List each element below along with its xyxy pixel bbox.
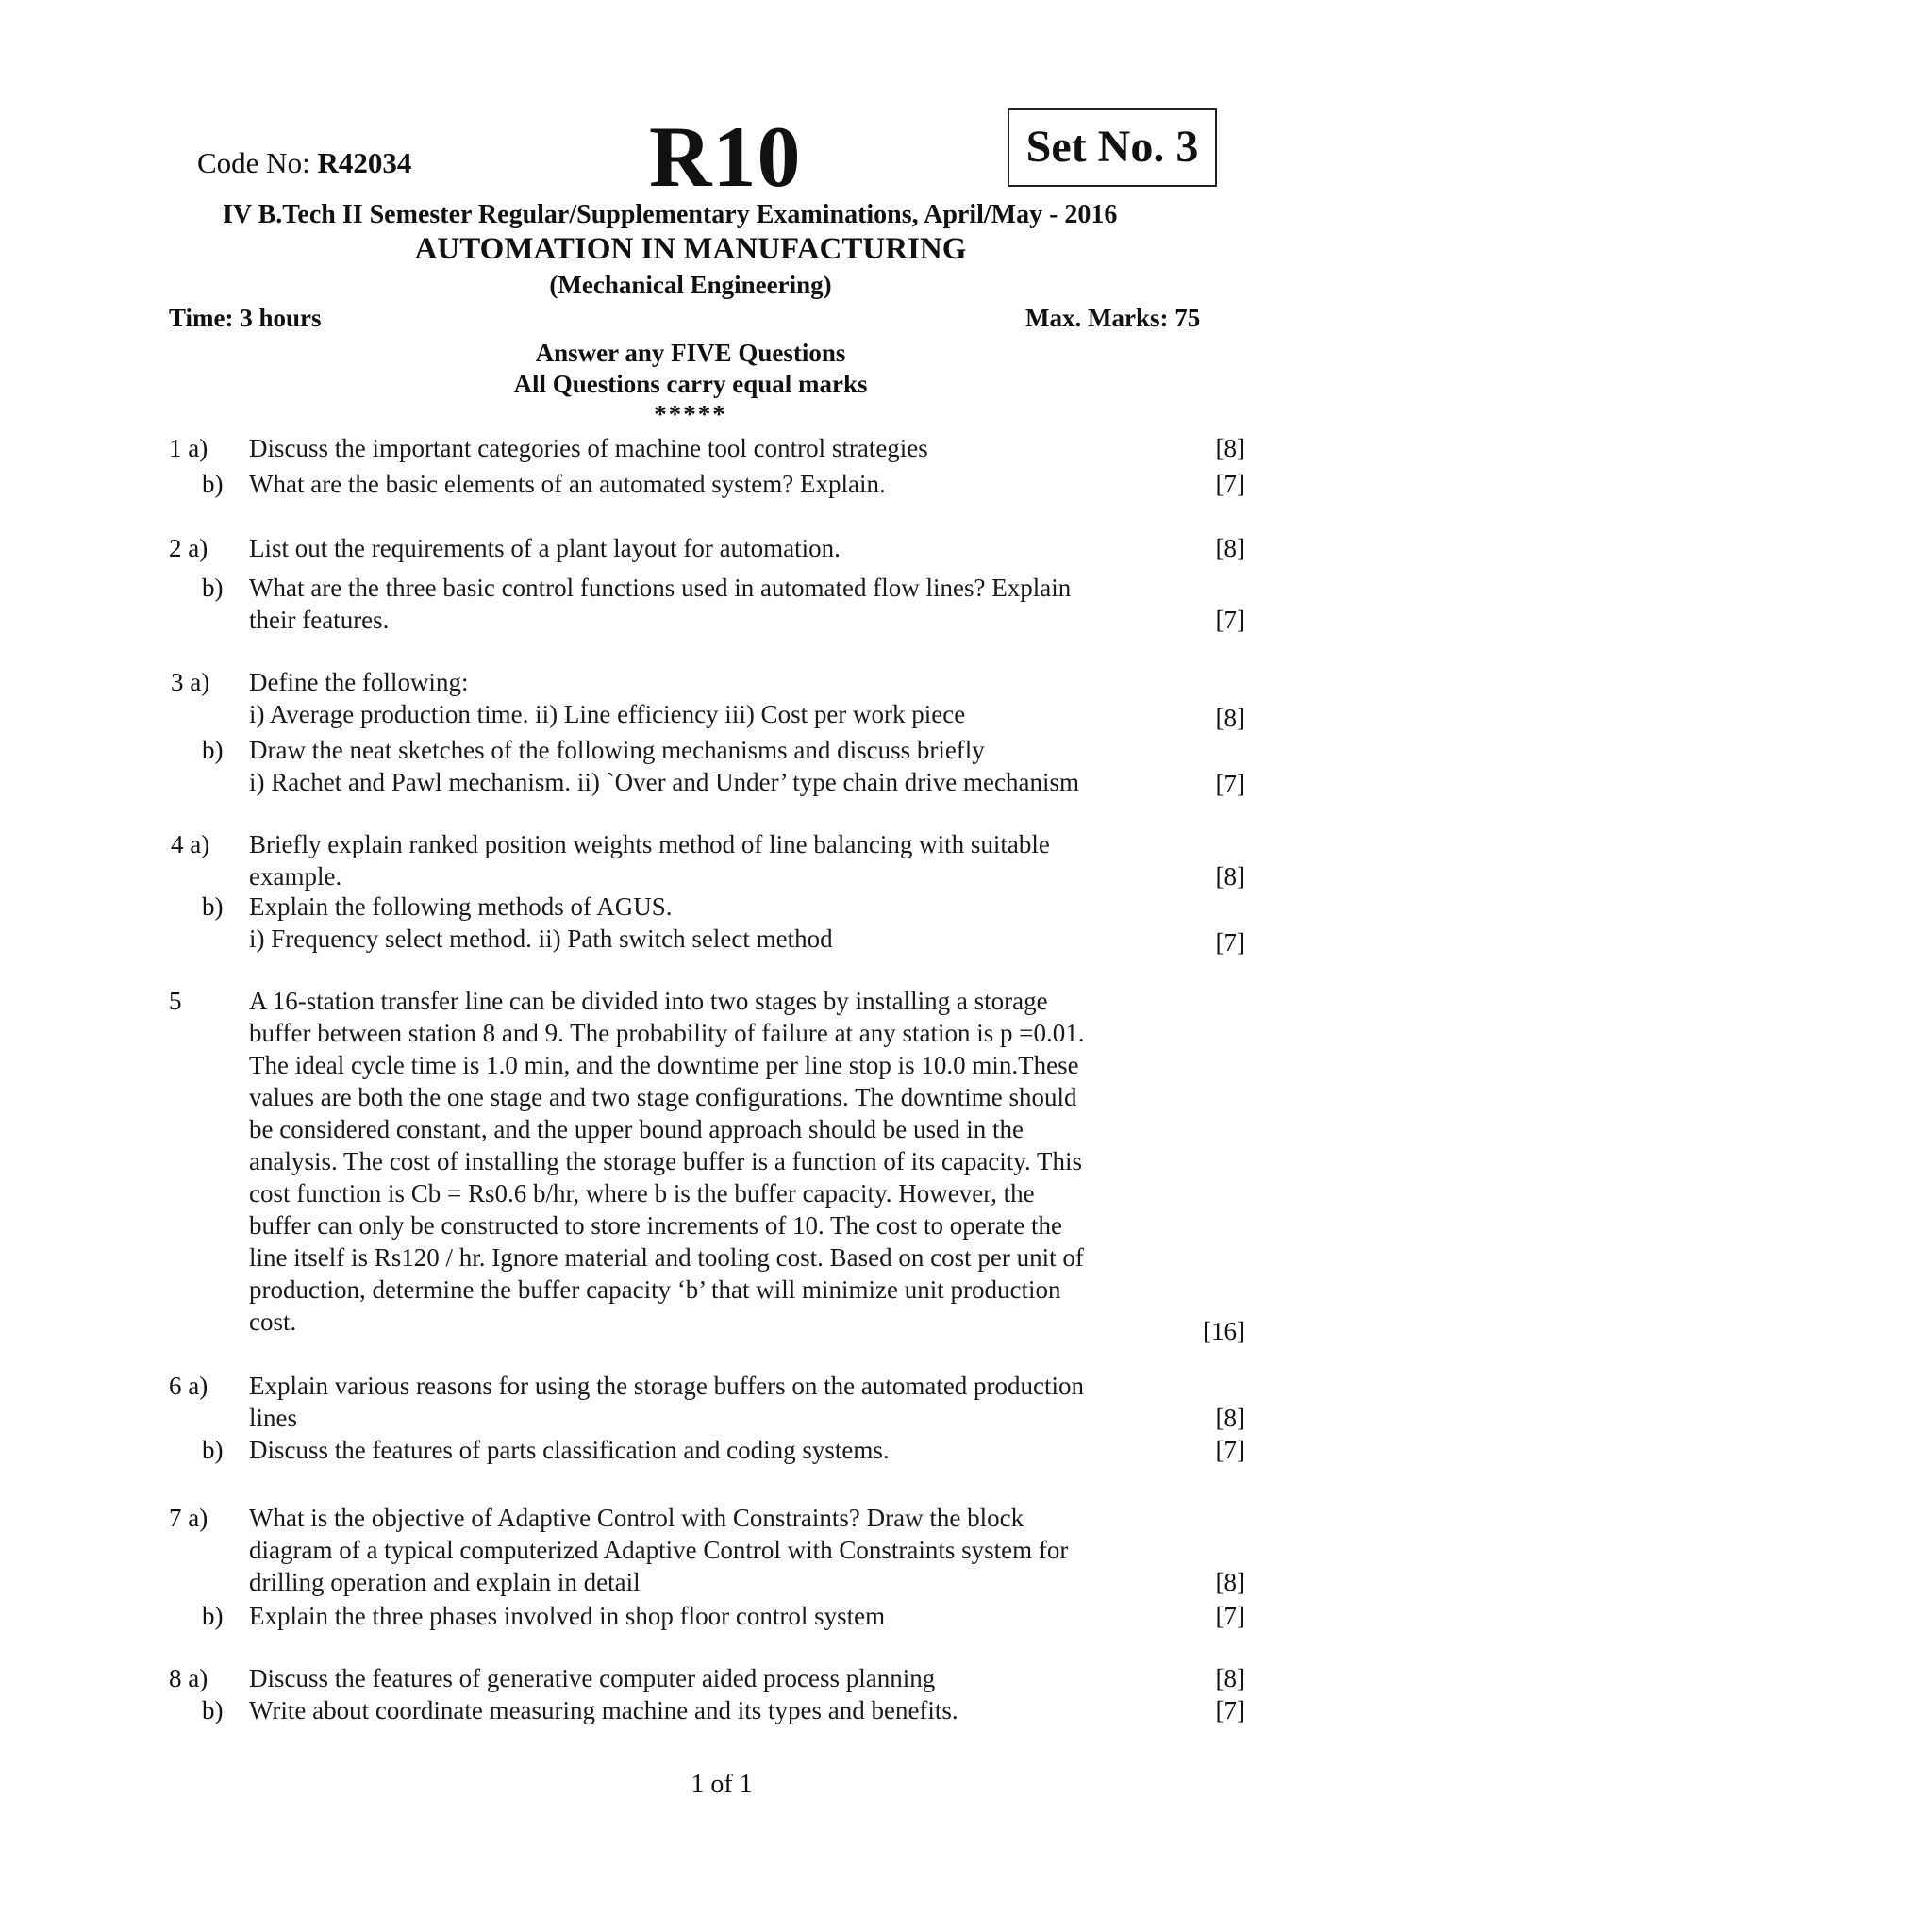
question-number: b): [202, 1696, 224, 1724]
question-number: b): [202, 1602, 224, 1630]
code-number: [197, 146, 411, 180]
question-marks: [8]: [1215, 704, 1245, 732]
question-number: b): [202, 736, 224, 764]
instruction-answer-five: Answer any FIVE Questions: [535, 339, 846, 367]
regulation-title: R10: [649, 108, 802, 205]
code-label: Code No:: [197, 146, 318, 179]
question-marks: [7]: [1215, 928, 1245, 957]
exam-title: IV B.Tech II Semester Regular/Supplementary Examinations, April/May - 2016: [223, 200, 1118, 229]
max-marks: Max. Marks: 75: [1025, 304, 1201, 332]
question-text: Explain the following methods of AGUS. i) Frequency select method. ii) Path switch select method: [249, 892, 833, 953]
question-number: 5: [169, 987, 182, 1015]
question-number: b): [202, 892, 224, 921]
code-value: R42034: [317, 146, 412, 179]
exam-time: Time: 3 hours: [169, 304, 322, 332]
question-marks: [7]: [1215, 606, 1245, 634]
question-number: 4 a): [171, 830, 210, 858]
question-marks: [7]: [1215, 1602, 1245, 1630]
question-text: Briefly explain ranked position weights method of line balancing with suitable example.: [249, 830, 1050, 891]
question-text: A 16-station transfer line can be divided into two stages by installing a storage buffer between station 8 and 9. The probability of failure at any station is p =0.01. The ideal cycle time is 1.0 min, and the downtime per line stop is 10.0 min.These values are both the one stage and two stage configurations. The downtime should be considered constant, and the upper bound approach should be used in the analysis. The cost of installing the storage buffer is a function of its capacity. This cost function is Cb = Rs0.6 b/hr, where b is the buffer capacity. However, the buffer can only be constructed to store increments of 10. The cost to operate the line itself is Rs120 / hr. Ignore material and tooling cost. Based on cost per unit of production, determine the buffer capacity ‘b’ that will minimize unit production cost.: [249, 987, 1085, 1336]
question-marks: [7]: [1215, 1436, 1245, 1464]
question-marks: [16]: [1203, 1317, 1245, 1345]
question-marks: [7]: [1215, 1696, 1245, 1724]
question-text: Discuss the features of generative computer aided process planning: [249, 1664, 936, 1692]
question-number: b): [202, 574, 224, 602]
question-marks: [8]: [1215, 1664, 1245, 1692]
question-text: Write about coordinate measuring machine and its types and benefits.: [249, 1696, 958, 1724]
question-marks: [8]: [1215, 862, 1245, 891]
question-text: Discuss the features of parts classification and coding systems.: [249, 1436, 890, 1464]
question-text: Draw the neat sketches of the following mechanisms and discuss briefly i) Rachet and Pawl mechanism. ii) `Over and Under’ type chain drive mechanism: [249, 736, 1079, 796]
instruction-equal-marks: All Questions carry equal marks: [513, 370, 868, 398]
question-marks: [7]: [1215, 770, 1245, 798]
question-text: What are the three basic control functions used in automated flow lines? Explain their features.: [249, 574, 1072, 634]
question-marks: [8]: [1215, 1404, 1245, 1432]
question-text: Discuss the important categories of machine tool control strategies: [249, 434, 928, 462]
question-text: Define the following: i) Average production time. ii) Line efficiency iii) Cost per work piece: [249, 668, 966, 728]
question-number: b): [202, 470, 224, 498]
question-marks: [7]: [1215, 470, 1245, 498]
question-number: b): [202, 1436, 224, 1464]
question-number: 6 a): [169, 1372, 208, 1400]
question-text: List out the requirements of a plant layout for automation.: [249, 534, 841, 562]
question-number: 8 a): [169, 1664, 208, 1692]
question-marks: [8]: [1215, 1568, 1245, 1596]
question-number: 2 a): [169, 534, 208, 562]
branch-name: (Mechanical Engineering): [549, 271, 832, 299]
separator-stars: *****: [654, 400, 727, 428]
question-number: 3 a): [171, 668, 210, 696]
question-number: 7 a): [169, 1504, 208, 1532]
page-number: 1 of 1: [691, 1770, 753, 1799]
question-text: What are the basic elements of an automated system? Explain.: [249, 470, 886, 498]
question-text: Explain various reasons for using the storage buffers on the automated production lines: [249, 1372, 1085, 1432]
question-marks: [8]: [1215, 534, 1245, 562]
subject-title: AUTOMATION IN MANUFACTURING: [414, 232, 967, 266]
question-text: Explain the three phases involved in shop floor control system: [249, 1602, 886, 1630]
question-number: 1 a): [169, 434, 208, 462]
set-number-box: Set No. 3: [1008, 108, 1217, 187]
question-marks: [8]: [1215, 434, 1245, 462]
question-text: What is the objective of Adaptive Control with Constraints? Draw the block diagram of a typical computerized Adaptive Control with Constraints system for drilling operation and explain in detail: [249, 1504, 1069, 1596]
